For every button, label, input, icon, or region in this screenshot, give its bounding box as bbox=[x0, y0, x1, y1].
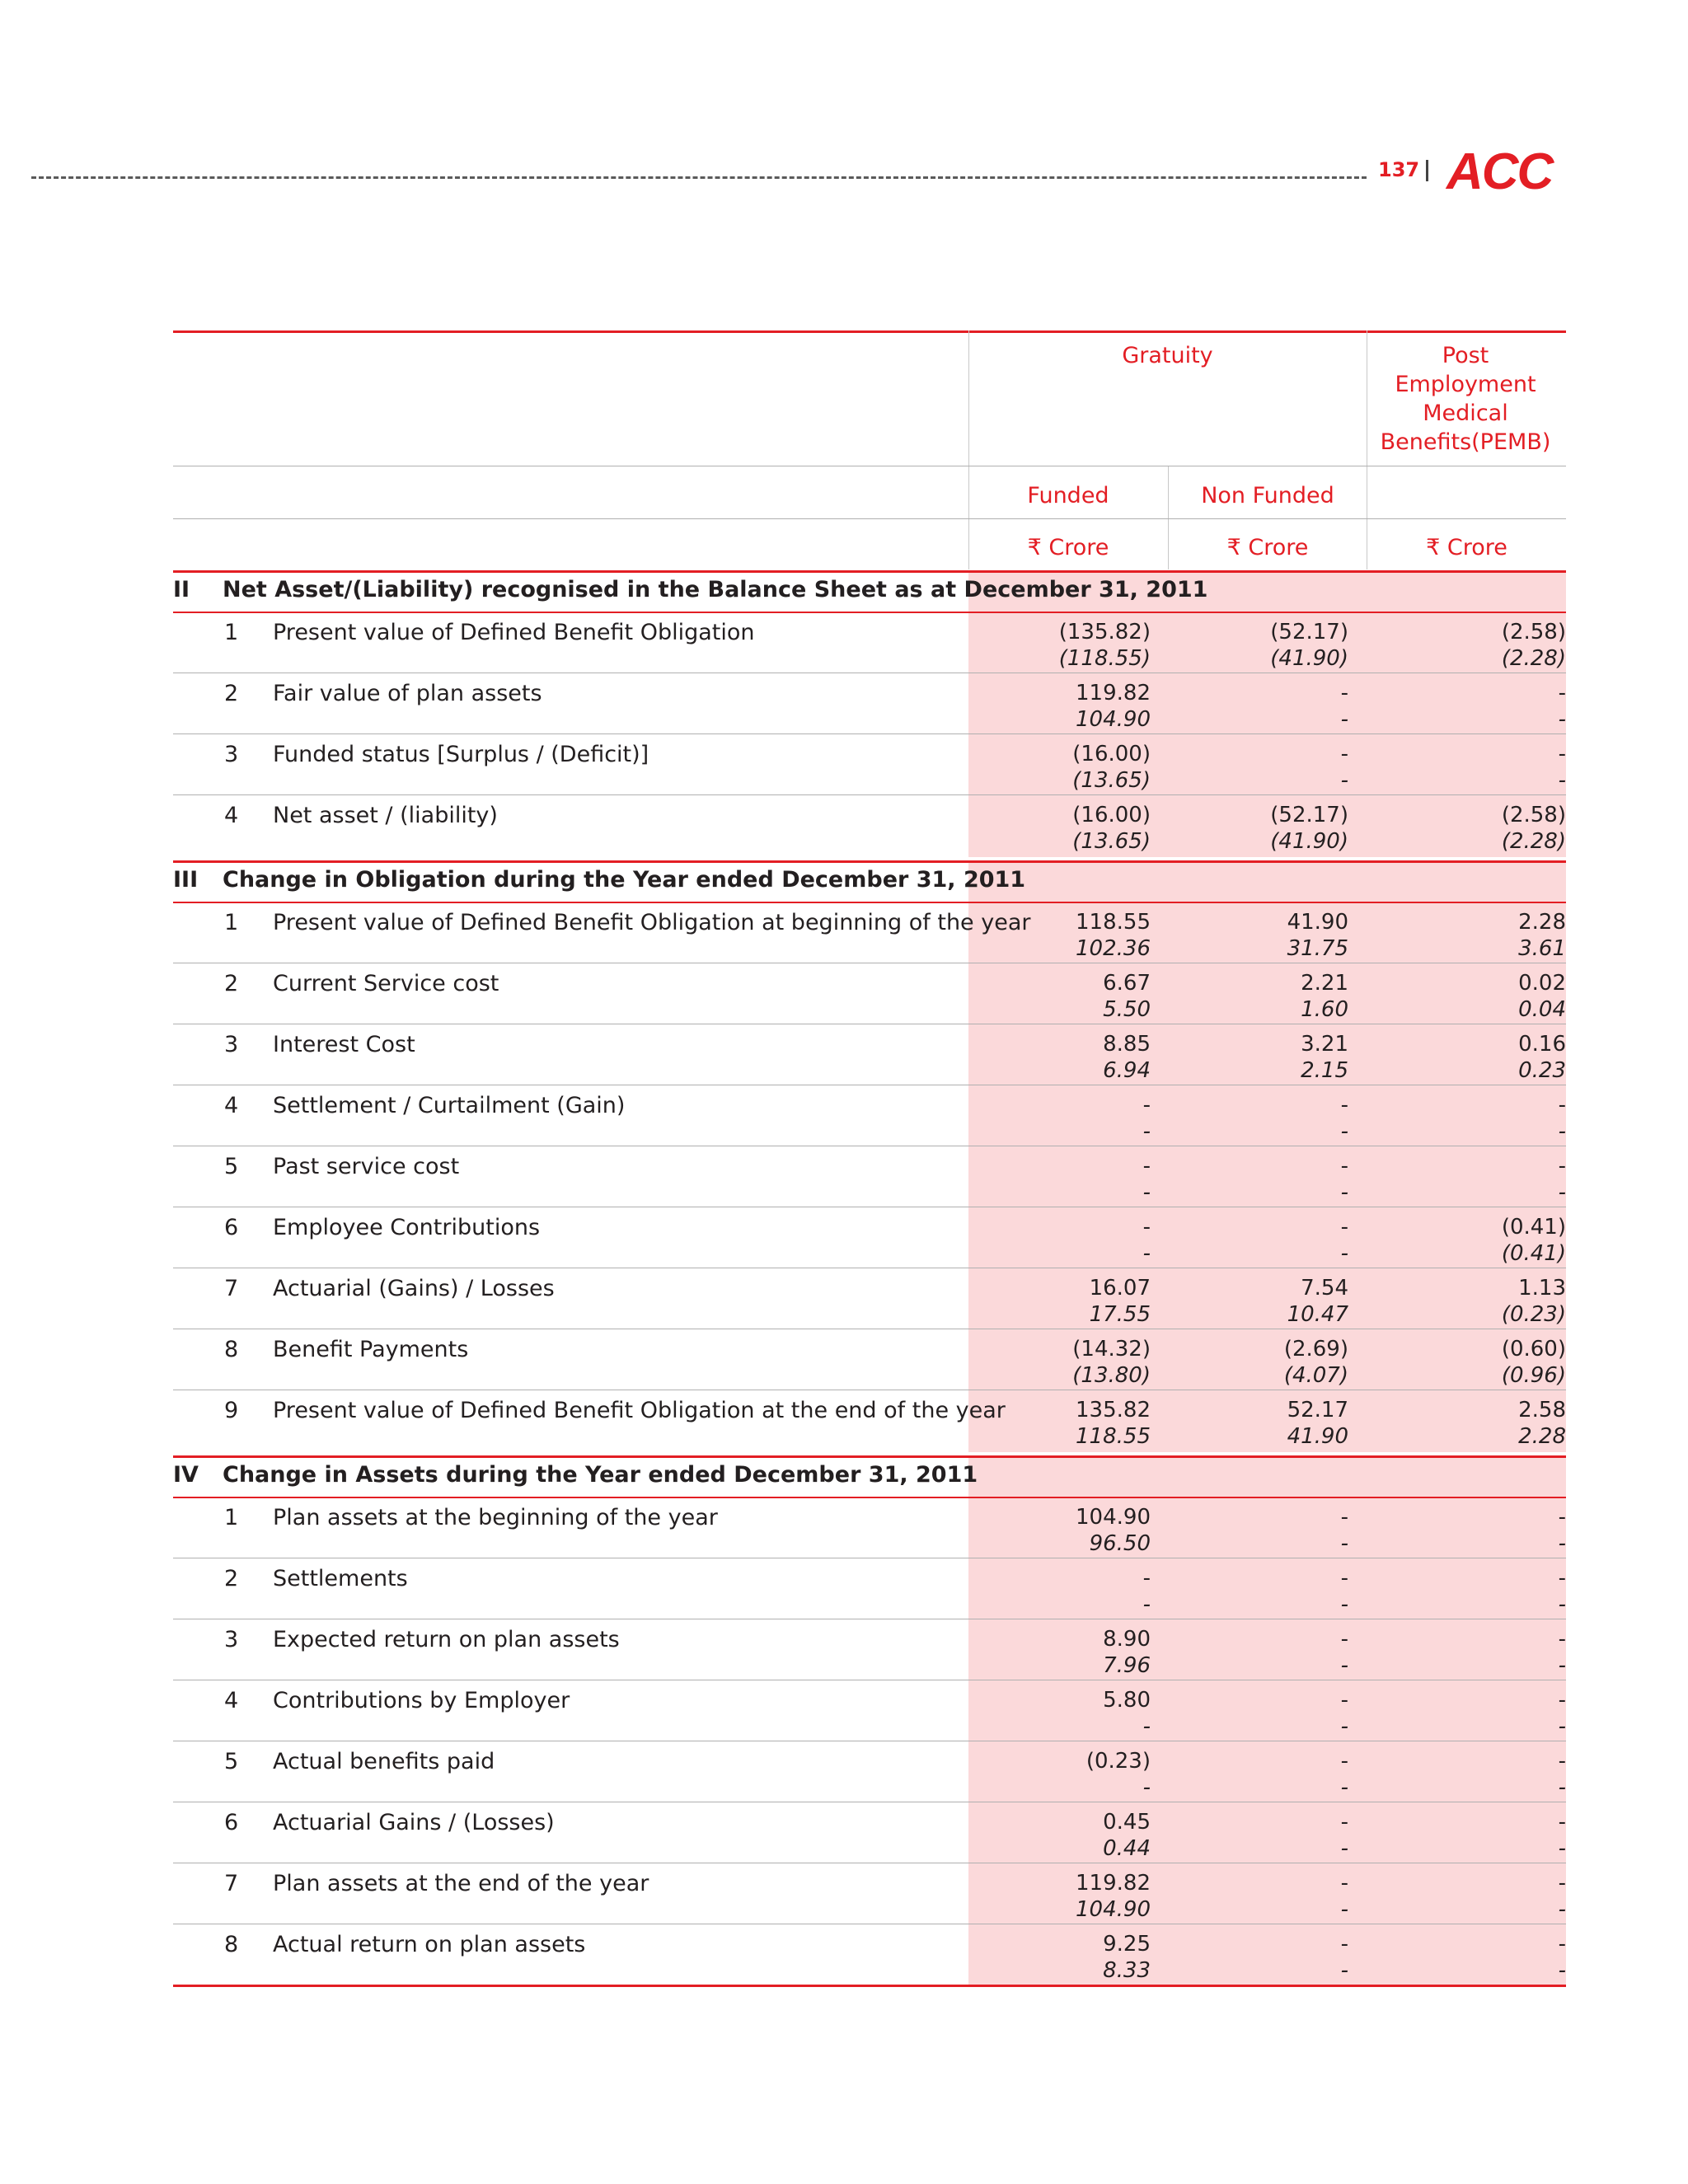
row-number: 1 bbox=[224, 1505, 239, 1530]
section-top-rule bbox=[173, 860, 1566, 863]
value-cell-c3 bbox=[1502, 1214, 1566, 1267]
value-cell-c1 bbox=[1143, 1565, 1151, 1618]
value-cell-c1 bbox=[1103, 1031, 1151, 1084]
value-cell-c3 bbox=[1559, 1504, 1566, 1557]
row-number: 5 bbox=[224, 1749, 239, 1774]
row-number: 4 bbox=[224, 803, 239, 828]
previous-year-value: - bbox=[1558, 1775, 1566, 1800]
value-cell-c2 bbox=[1287, 1275, 1348, 1328]
current-year-value: - bbox=[1340, 681, 1348, 705]
value-cell-c1 bbox=[1103, 970, 1151, 1023]
row-label: Present value of Defined Benefit Obligation bbox=[273, 620, 755, 645]
row-label: Settlement / Curtailment (Gain) bbox=[273, 1093, 626, 1118]
value-cell-c1 bbox=[1076, 1397, 1151, 1450]
section-top-rule bbox=[173, 1455, 1566, 1458]
previous-year-value: - bbox=[1340, 1653, 1348, 1678]
previous-year-value: (2.28) bbox=[1501, 829, 1566, 854]
row-number: 6 bbox=[224, 1215, 239, 1240]
previous-year-value: - bbox=[1558, 1119, 1566, 1144]
current-year-value: 1.13 bbox=[1518, 1276, 1566, 1301]
value-column-shading bbox=[968, 572, 1566, 857]
current-year-value: - bbox=[1558, 1154, 1566, 1179]
row-label: Present value of Defined Benefit Obligation at the end of the year bbox=[273, 1398, 1006, 1423]
section-title: Change in Obligation during the Year ended December 31, 2011 bbox=[223, 867, 1026, 893]
section-number: IV bbox=[173, 1462, 199, 1488]
row-label: Plan assets at the beginning of the year bbox=[273, 1505, 718, 1530]
current-year-value: 2.58 bbox=[1518, 1398, 1566, 1422]
previous-year-value: 17.55 bbox=[1089, 1302, 1151, 1327]
value-cell-c2 bbox=[1341, 1809, 1348, 1862]
value-cell-c3 bbox=[1518, 1031, 1566, 1084]
value-cell-c1 bbox=[1103, 1809, 1151, 1862]
previous-year-value: - bbox=[1340, 1958, 1348, 1983]
row-number: 8 bbox=[224, 1337, 239, 1362]
value-cell-c2 bbox=[1341, 1504, 1348, 1557]
value-cell-c1 bbox=[1090, 1275, 1151, 1328]
section-title: Change in Assets during the Year ended December 31, 2011 bbox=[223, 1462, 978, 1488]
previous-year-value: (41.90) bbox=[1270, 829, 1348, 854]
value-cell-c3 bbox=[1559, 1687, 1566, 1740]
current-year-value: 119.82 bbox=[1076, 681, 1151, 705]
current-year-value: (52.17) bbox=[1270, 620, 1348, 644]
current-year-value: - bbox=[1340, 1215, 1348, 1240]
current-year-value: 41.90 bbox=[1287, 910, 1348, 935]
current-year-value: - bbox=[1558, 1566, 1566, 1591]
value-cell-c1 bbox=[1076, 909, 1151, 962]
current-year-value: 2.21 bbox=[1301, 971, 1348, 996]
current-year-value: - bbox=[1558, 1627, 1566, 1652]
previous-year-value: - bbox=[1558, 1180, 1566, 1205]
previous-year-value: - bbox=[1558, 1836, 1566, 1861]
current-year-value: - bbox=[1558, 742, 1566, 766]
current-year-value: - bbox=[1558, 1688, 1566, 1713]
gratuity-header: Gratuity bbox=[1122, 343, 1213, 368]
value-cell-c2 bbox=[1270, 802, 1348, 855]
value-cell-c1 bbox=[1076, 1504, 1151, 1557]
previous-year-value: 104.90 bbox=[1076, 707, 1151, 732]
value-cell-c1 bbox=[1103, 1687, 1151, 1740]
section-title-rule bbox=[173, 1497, 1566, 1498]
row-label: Employee Contributions bbox=[273, 1215, 541, 1240]
value-cell-c1 bbox=[1072, 1336, 1151, 1389]
current-year-value: - bbox=[1340, 1749, 1348, 1774]
current-year-value: - bbox=[1558, 1505, 1566, 1530]
section-number: III bbox=[173, 867, 199, 893]
funded-header: Funded bbox=[1027, 483, 1109, 509]
previous-year-value: 41.90 bbox=[1287, 1424, 1348, 1449]
current-year-value: (0.60) bbox=[1501, 1337, 1566, 1361]
current-year-value: - bbox=[1142, 1154, 1151, 1179]
row-label: Fair value of plan assets bbox=[273, 681, 542, 706]
row-number: 3 bbox=[224, 742, 239, 767]
row-number: 2 bbox=[224, 971, 239, 996]
previous-year-value: - bbox=[1340, 707, 1348, 732]
current-year-value: 104.90 bbox=[1076, 1505, 1151, 1530]
previous-year-value: - bbox=[1340, 1714, 1348, 1739]
value-cell-c2 bbox=[1341, 1870, 1348, 1923]
current-year-value: - bbox=[1558, 1810, 1566, 1835]
previous-year-value: (0.23) bbox=[1501, 1302, 1566, 1327]
current-year-value: - bbox=[1558, 1093, 1566, 1118]
table-top-rule bbox=[173, 330, 1566, 333]
row-label: Actual return on plan assets bbox=[273, 1932, 586, 1957]
page-number: 137 bbox=[1378, 158, 1420, 181]
section-title-rule bbox=[173, 612, 1566, 613]
previous-year-value: (0.41) bbox=[1501, 1241, 1566, 1266]
previous-year-value: (13.65) bbox=[1072, 829, 1151, 854]
previous-year-value: (13.80) bbox=[1072, 1363, 1151, 1388]
current-year-value: - bbox=[1340, 742, 1348, 766]
previous-year-value: 2.28 bbox=[1518, 1424, 1566, 1449]
current-year-value: 8.85 bbox=[1103, 1032, 1151, 1057]
value-cell-c3 bbox=[1559, 1809, 1566, 1862]
previous-year-value: - bbox=[1142, 1714, 1151, 1739]
section-number: II bbox=[173, 577, 190, 602]
value-cell-c3 bbox=[1502, 619, 1566, 672]
current-year-value: (2.69) bbox=[1283, 1337, 1348, 1361]
previous-year-value: - bbox=[1340, 1592, 1348, 1617]
value-cell-c3 bbox=[1518, 909, 1566, 962]
current-year-value: - bbox=[1558, 681, 1566, 705]
previous-year-value: - bbox=[1558, 707, 1566, 732]
header-dashed-rule bbox=[31, 176, 1367, 179]
value-cell-c3 bbox=[1518, 970, 1566, 1023]
row-label: Interest Cost bbox=[273, 1032, 415, 1057]
value-cell-c2 bbox=[1284, 1336, 1348, 1389]
current-year-value: (16.00) bbox=[1072, 803, 1151, 827]
previous-year-value: - bbox=[1558, 1897, 1566, 1922]
current-year-value: 135.82 bbox=[1076, 1398, 1151, 1422]
previous-year-value: - bbox=[1558, 768, 1566, 793]
previous-year-value: (41.90) bbox=[1270, 646, 1348, 671]
value-cell-c1 bbox=[1143, 1092, 1151, 1145]
row-rule bbox=[173, 733, 1566, 734]
value-cell-c2 bbox=[1341, 680, 1348, 733]
value-cell-c3 bbox=[1559, 1153, 1566, 1206]
previous-year-value: 0.04 bbox=[1518, 997, 1566, 1022]
current-year-value: 0.02 bbox=[1518, 971, 1566, 996]
previous-year-value: (13.65) bbox=[1072, 768, 1151, 793]
value-cell-c2 bbox=[1341, 1565, 1348, 1618]
value-column-shading bbox=[968, 1457, 1566, 1986]
current-year-value: - bbox=[1340, 1932, 1348, 1957]
row-label: Funded status [Surplus / (Deficit)] bbox=[273, 742, 649, 767]
section-title: Net Asset/(Liability) recognised in the Balance Sheet as at December 31, 2011 bbox=[223, 577, 1208, 602]
row-number: 8 bbox=[224, 1932, 239, 1957]
value-cell-c1 bbox=[1143, 1214, 1151, 1267]
value-cell-c2 bbox=[1341, 1931, 1348, 1984]
previous-year-value: - bbox=[1142, 1119, 1151, 1144]
previous-year-value: (118.55) bbox=[1058, 646, 1151, 671]
value-cell-c2 bbox=[1341, 1687, 1348, 1740]
previous-year-value: 96.50 bbox=[1089, 1531, 1151, 1556]
previous-year-value: 6.94 bbox=[1103, 1058, 1151, 1083]
value-cell-c2 bbox=[1341, 1153, 1348, 1206]
previous-year-value: - bbox=[1340, 1119, 1348, 1144]
previous-year-value: 7.96 bbox=[1103, 1653, 1151, 1678]
row-label: Actual benefits paid bbox=[273, 1749, 495, 1774]
current-year-value: - bbox=[1142, 1566, 1151, 1591]
value-cell-c2 bbox=[1287, 909, 1348, 962]
current-year-value: - bbox=[1558, 1871, 1566, 1896]
previous-year-value: - bbox=[1558, 1531, 1566, 1556]
current-year-value: (52.17) bbox=[1270, 803, 1348, 827]
previous-year-value: - bbox=[1558, 1592, 1566, 1617]
row-number: 7 bbox=[224, 1871, 239, 1896]
row-number: 2 bbox=[224, 1566, 239, 1591]
previous-year-value: - bbox=[1340, 1775, 1348, 1800]
current-year-value: 9.25 bbox=[1103, 1932, 1151, 1957]
row-rule bbox=[173, 794, 1566, 795]
current-year-value: 118.55 bbox=[1076, 910, 1151, 935]
row-label: Present value of Defined Benefit Obligation at beginning of the year bbox=[273, 910, 1031, 935]
current-year-value: - bbox=[1340, 1505, 1348, 1530]
row-label: Actuarial (Gains) / Losses bbox=[273, 1276, 555, 1301]
row-label: Actuarial Gains / (Losses) bbox=[273, 1810, 555, 1835]
previous-year-value: - bbox=[1142, 1180, 1151, 1205]
row-label: Expected return on plan assets bbox=[273, 1627, 620, 1652]
value-cell-c3 bbox=[1559, 680, 1566, 733]
current-year-value: (16.00) bbox=[1072, 742, 1151, 766]
previous-year-value: - bbox=[1340, 1836, 1348, 1861]
previous-year-value: - bbox=[1558, 1958, 1566, 1983]
previous-year-value: - bbox=[1340, 768, 1348, 793]
section-title-rule bbox=[173, 902, 1566, 903]
value-cell-c2 bbox=[1341, 1214, 1348, 1267]
value-cell-c3 bbox=[1559, 1870, 1566, 1923]
previous-year-value: 10.47 bbox=[1287, 1302, 1348, 1327]
table-bottom-rule bbox=[173, 1985, 1566, 1987]
value-cell-c3 bbox=[1518, 1397, 1566, 1450]
current-year-value: - bbox=[1340, 1627, 1348, 1652]
value-cell-c2 bbox=[1301, 970, 1348, 1023]
current-year-value: (135.82) bbox=[1058, 620, 1151, 644]
value-cell-c2 bbox=[1341, 741, 1348, 794]
pemb-header: Post Employment Medical Benefits(PEMB) bbox=[1380, 343, 1551, 455]
row-label: Benefit Payments bbox=[273, 1337, 469, 1362]
value-cell-c2 bbox=[1341, 1748, 1348, 1801]
value-cell-c3 bbox=[1502, 1275, 1566, 1328]
current-year-value: - bbox=[1558, 1749, 1566, 1774]
row-number: 6 bbox=[224, 1810, 239, 1835]
value-cell-c1 bbox=[1072, 741, 1151, 794]
row-number: 9 bbox=[224, 1398, 239, 1423]
current-year-value: (14.32) bbox=[1072, 1337, 1151, 1361]
row-number: 4 bbox=[224, 1093, 239, 1118]
value-cell-c3 bbox=[1559, 1092, 1566, 1145]
value-cell-c2 bbox=[1301, 1031, 1348, 1084]
row-label: Current Service cost bbox=[273, 971, 499, 996]
current-year-value: - bbox=[1340, 1871, 1348, 1896]
previous-year-value: 8.33 bbox=[1103, 1958, 1151, 1983]
row-label: Past service cost bbox=[273, 1154, 460, 1179]
current-year-value: - bbox=[1340, 1688, 1348, 1713]
previous-year-value: 5.50 bbox=[1103, 997, 1151, 1022]
previous-year-value: - bbox=[1558, 1653, 1566, 1678]
value-cell-c2 bbox=[1287, 1397, 1348, 1450]
row-number: 1 bbox=[224, 910, 239, 935]
row-label: Plan assets at the end of the year bbox=[273, 1871, 649, 1896]
current-year-value: 119.82 bbox=[1076, 1871, 1151, 1896]
value-cell-c2 bbox=[1341, 1626, 1348, 1679]
current-year-value: 6.67 bbox=[1103, 971, 1151, 996]
current-year-value: - bbox=[1340, 1093, 1348, 1118]
current-year-value: 3.21 bbox=[1301, 1032, 1348, 1057]
previous-year-value: 0.23 bbox=[1518, 1058, 1566, 1083]
header-rule bbox=[173, 518, 1566, 519]
value-cell-c3 bbox=[1559, 741, 1566, 794]
value-cell-c3 bbox=[1559, 1748, 1566, 1801]
current-year-value: - bbox=[1142, 1093, 1151, 1118]
current-year-value: - bbox=[1340, 1566, 1348, 1591]
current-year-value: 2.28 bbox=[1518, 910, 1566, 935]
current-year-value: 16.07 bbox=[1089, 1276, 1151, 1301]
current-year-value: (2.58) bbox=[1501, 620, 1566, 644]
current-year-value: - bbox=[1340, 1810, 1348, 1835]
current-year-value: - bbox=[1142, 1215, 1151, 1240]
previous-year-value: - bbox=[1142, 1241, 1151, 1266]
unit-label: ₹ Crore bbox=[1426, 535, 1507, 560]
current-year-value: 5.80 bbox=[1103, 1688, 1151, 1713]
current-year-value: 7.54 bbox=[1301, 1276, 1348, 1301]
row-label: Net asset / (liability) bbox=[273, 803, 498, 828]
current-year-value: 8.90 bbox=[1103, 1627, 1151, 1652]
previous-year-value: 102.36 bbox=[1076, 936, 1151, 961]
previous-year-value: - bbox=[1340, 1241, 1348, 1266]
current-year-value: (2.58) bbox=[1501, 803, 1566, 827]
previous-year-value: - bbox=[1340, 1180, 1348, 1205]
previous-year-value: 3.61 bbox=[1518, 936, 1566, 961]
previous-year-value: - bbox=[1340, 1897, 1348, 1922]
current-year-value: 0.45 bbox=[1103, 1810, 1151, 1835]
current-year-value: 52.17 bbox=[1287, 1398, 1348, 1422]
value-cell-c1 bbox=[1072, 802, 1151, 855]
value-cell-c1 bbox=[1086, 1748, 1151, 1801]
previous-year-value: 0.44 bbox=[1103, 1836, 1151, 1861]
value-cell-c3 bbox=[1559, 1565, 1566, 1618]
previous-year-value: - bbox=[1142, 1775, 1151, 1800]
row-number: 3 bbox=[224, 1627, 239, 1652]
acc-logo: ACC bbox=[1447, 143, 1553, 200]
current-year-value: 0.16 bbox=[1518, 1032, 1566, 1057]
value-cell-c1 bbox=[1103, 1931, 1151, 1984]
section-top-rule bbox=[173, 570, 1566, 573]
row-label: Contributions by Employer bbox=[273, 1688, 570, 1713]
non-funded-header: Non Funded bbox=[1201, 483, 1334, 509]
row-number: 2 bbox=[224, 681, 239, 706]
value-cell-c3 bbox=[1559, 1626, 1566, 1679]
page-number-separator bbox=[1426, 160, 1428, 181]
row-number: 5 bbox=[224, 1154, 239, 1179]
current-year-value: - bbox=[1558, 1932, 1566, 1957]
previous-year-value: 31.75 bbox=[1287, 936, 1348, 961]
previous-year-value: - bbox=[1142, 1592, 1151, 1617]
row-label: Settlements bbox=[273, 1566, 408, 1591]
value-cell-c1 bbox=[1143, 1153, 1151, 1206]
previous-year-value: - bbox=[1340, 1531, 1348, 1556]
unit-label: ₹ Crore bbox=[1226, 535, 1309, 560]
current-year-value: - bbox=[1340, 1154, 1348, 1179]
row-number: 7 bbox=[224, 1276, 239, 1301]
value-cell-c1 bbox=[1103, 1626, 1151, 1679]
previous-year-value: - bbox=[1558, 1714, 1566, 1739]
value-column-shading bbox=[968, 862, 1566, 1452]
previous-year-value: 1.60 bbox=[1301, 997, 1348, 1022]
value-cell-c2 bbox=[1341, 1092, 1348, 1145]
previous-year-value: 104.90 bbox=[1076, 1897, 1151, 1922]
current-year-value: (0.23) bbox=[1085, 1749, 1151, 1774]
previous-year-value: 2.15 bbox=[1301, 1058, 1348, 1083]
unit-label: ₹ Crore bbox=[1027, 535, 1109, 560]
value-cell-c1 bbox=[1059, 619, 1151, 672]
value-cell-c3 bbox=[1502, 802, 1566, 855]
value-cell-c3 bbox=[1502, 1336, 1566, 1389]
previous-year-value: 118.55 bbox=[1076, 1424, 1151, 1449]
value-cell-c1 bbox=[1076, 1870, 1151, 1923]
previous-year-value: (4.07) bbox=[1283, 1363, 1348, 1388]
previous-year-value: (2.28) bbox=[1501, 646, 1566, 671]
value-cell-c2 bbox=[1270, 619, 1348, 672]
row-number: 3 bbox=[224, 1032, 239, 1057]
current-year-value: (0.41) bbox=[1501, 1215, 1566, 1240]
row-number: 1 bbox=[224, 620, 239, 645]
previous-year-value: (0.96) bbox=[1501, 1363, 1566, 1388]
row-number: 4 bbox=[224, 1688, 239, 1713]
value-cell-c3 bbox=[1559, 1931, 1566, 1984]
value-cell-c1 bbox=[1076, 680, 1151, 733]
